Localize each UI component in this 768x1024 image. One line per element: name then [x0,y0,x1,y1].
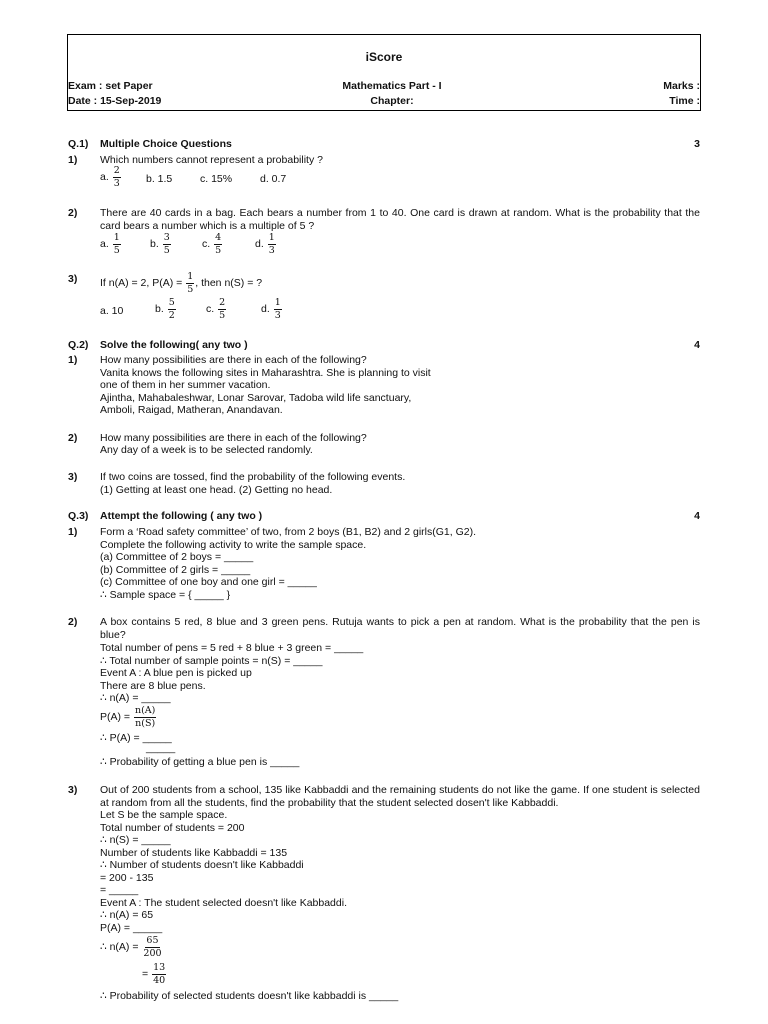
q3-label: Q.3) [68,510,89,522]
q2-item1-line: Ajintha, Mahabaleshwar, Lonar Sarovar, Tadoba wild life sanctuary, [100,392,412,404]
q2-item1-line: Vanita knows the following sites in Maharashtra. She is planning to visit [100,367,431,379]
q2-item3-line: If two coins are tossed, find the probability of the following events. [100,471,406,483]
q3-item1-number: 1) [68,526,78,538]
numerator: 5 [168,297,175,308]
q2-item2-line: How many possibilities are there in each of the following? [100,432,367,444]
q3-item2-line: There are 8 blue pens. [100,680,206,692]
q1-item1-option-a [100,166,122,188]
q2-item1-line: Amboli, Raigad, Matheran, Anandavan. [100,404,283,416]
q3-item1-line: (a) Committee of 2 boys = _____ [100,551,254,563]
fraction [218,298,226,320]
q3-item3-na-formula [100,936,164,958]
numerator: 1 [268,232,275,243]
q1-item2-option-a [100,233,122,255]
q2-item2-line: Any day of a week is to be selected randomly. [100,444,313,456]
q1-item1-option-b: b. 1.5 [146,173,173,185]
denominator: 5 [215,244,222,256]
q3-item2-conclusion: ∴ Probability of getting a blue pen is _____ [100,756,300,768]
option-prefix: d. [255,237,264,250]
q3-item2-probability-formula [100,706,157,728]
denominator: 3 [274,309,281,321]
date-label: Date : 15-Sep-2019 [68,95,162,107]
fraction [268,233,276,255]
equals-sign: = [142,967,149,980]
q3-item2-line: Total number of pens = 5 red + 8 blue + 3 green = _____ [100,642,364,654]
fraction [152,963,166,985]
option-prefix: a. [100,170,109,183]
option-prefix: b. [150,237,159,250]
q3-item3-simplified [142,963,167,985]
fraction [142,936,162,958]
q1-item1-number: 1) [68,154,78,166]
fraction [168,298,176,320]
q1-item2-number: 2) [68,207,78,219]
q3-item1-line: ∴ Sample space = { _____ } [100,589,231,601]
q1-label: Q.1) [68,138,89,150]
q2-item1-line: How many possibilities are there in each of the following? [100,354,367,366]
q2-title: Solve the following( any two ) [100,339,248,351]
q3-marks: 4 [694,510,700,522]
chapter-label: Chapter: [370,95,414,107]
option-prefix: c. [206,302,215,315]
q3-item2-line: Event A : A blue pen is picked up [100,667,252,679]
q2-item2-number: 2) [68,432,78,444]
question-text-end: , then n(S) = ? [195,276,263,289]
numerator: 65 [146,935,159,946]
numerator: 4 [215,232,222,243]
option-prefix: d. [261,302,270,315]
q3-item1-line: (c) Committee of one boy and one girl = _____ [100,576,317,588]
numerator: 1 [274,297,281,308]
numerator: 2 [219,297,226,308]
denominator: 3 [113,177,120,189]
denominator: 3 [268,244,275,256]
q2-marks: 4 [694,339,700,351]
formula-prefix: P(A) = [100,710,131,723]
q3-item3-line: ∴ n(A) = 65 [100,909,154,921]
q3-item3-question: Out of 200 students from a school, 135 like Kabbaddi and the remaining students do not like the game. If one student is selected at random from all the students, find the probability that the student selected dosen't like Kabbaddi. [100,784,700,809]
q3-item1-line: Complete the following activity to write the sample space. [100,539,367,551]
q1-item2-option-c [202,233,223,255]
q1-item1-option-d: d. 0.7 [260,173,287,185]
q3-item2-line: ∴ n(A) = _____ [100,692,171,704]
q3-item2-line: ∴ Total number of sample points = n(S) = _____ [100,655,323,667]
denominator: 5 [187,283,194,295]
q3-item3-line: Number of students like Kabbaddi = 135 [100,847,288,859]
numerator: 1 [187,271,194,282]
q1-title: Multiple Choice Questions [100,138,232,150]
option-prefix: c. [202,237,211,250]
time-label: Time : [669,95,700,107]
q1-item3-option-b [155,298,177,320]
q3-item3-line: = 200 - 135 [100,872,154,884]
q3-item3-line: ∴ Number of students doesn't like Kabbaddi [100,859,304,871]
denominator: 2 [168,309,175,321]
q1-marks: 3 [694,138,700,150]
q2-item1-line: one of them in her summer vacation. [100,379,271,391]
denominator: n(S) [135,717,156,729]
q3-item3-line: Event A : The student selected doesn't like Kabbaddi. [100,897,347,909]
q1-item3-text [100,272,262,294]
denominator: 200 [143,947,162,959]
q3-item2-question: A box contains 5 red, 8 blue and 3 green pens. Rutuja wants to pick a pen at random. What is the probability that the pen is blue? [100,616,700,641]
exam-label: Exam : set Paper [68,80,153,92]
denominator: 5 [219,309,226,321]
q1-item1-text: Which numbers cannot represent a probability ? [100,154,323,166]
fraction [134,706,156,728]
numerator: 2 [113,165,120,176]
q3-item2-number: 2) [68,616,78,628]
q3-item1-line: (b) Committee of 2 girls = _____ [100,564,251,576]
fraction [163,233,171,255]
q1-item3-option-c [206,298,227,320]
q2-item3-number: 3) [68,471,78,483]
q1-item3-number: 3) [68,273,78,285]
fraction [186,272,194,294]
denominator: 40 [153,974,166,986]
fraction [113,233,121,255]
q2-item3-line: (1) Getting at least one head. (2) Getting no head. [100,484,333,496]
formula-prefix: ∴ n(A) = [100,940,139,953]
q2-label: Q.2) [68,339,89,351]
denominator: 5 [113,244,120,256]
q1-item3-option-a: a. 10 [100,305,124,317]
q1-item2-option-b [150,233,172,255]
q3-item2-blank: _____ [146,742,176,754]
q3-item3-line: = _____ [100,884,139,896]
option-prefix: b. [155,302,164,315]
numerator: n(A) [134,705,156,716]
question-text: If n(A) = 2, P(A) = [100,276,183,289]
option-prefix: a. [100,237,109,250]
subject-label: Mathematics Part - I [342,80,442,92]
page-title: iScore [365,50,403,64]
q3-item3-line: P(A) = _____ [100,922,163,934]
denominator: 5 [163,244,170,256]
q3-item3-line: Total number of students = 200 [100,822,245,834]
fraction [113,166,121,188]
q3-item2-line: ∴ P(A) = _____ [100,732,172,744]
q1-item1-option-c: c. 15% [200,173,233,185]
fraction [274,298,282,320]
numerator: 13 [153,962,166,973]
q2-item1-number: 1) [68,354,78,366]
numerator: 1 [113,232,120,243]
numerator: 3 [163,232,170,243]
q3-item3-line: Let S be the sample space. [100,809,228,821]
fraction [214,233,222,255]
q1-item3-option-d [261,298,283,320]
q3-item3-conclusion: ∴ Probability of selected students doesn't like kabbaddi is _____ [100,990,399,1002]
marks-label: Marks : [663,80,700,92]
q3-item1-line: Form a ‘Road safety committee’ of two, from 2 boys (B1, B2) and 2 girls(G1, G2). [100,526,476,538]
q3-title: Attempt the following ( any two ) [100,510,263,522]
q1-item2-text: There are 40 cards in a bag. Each bears a number from 1 to 40. One card is drawn at random. What is the probability that the card bears a number which is a multiple of 5 ? [100,207,700,232]
q3-item3-number: 3) [68,784,78,796]
q3-item3-line: ∴ n(S) = _____ [100,834,171,846]
q1-item2-option-d [255,233,277,255]
